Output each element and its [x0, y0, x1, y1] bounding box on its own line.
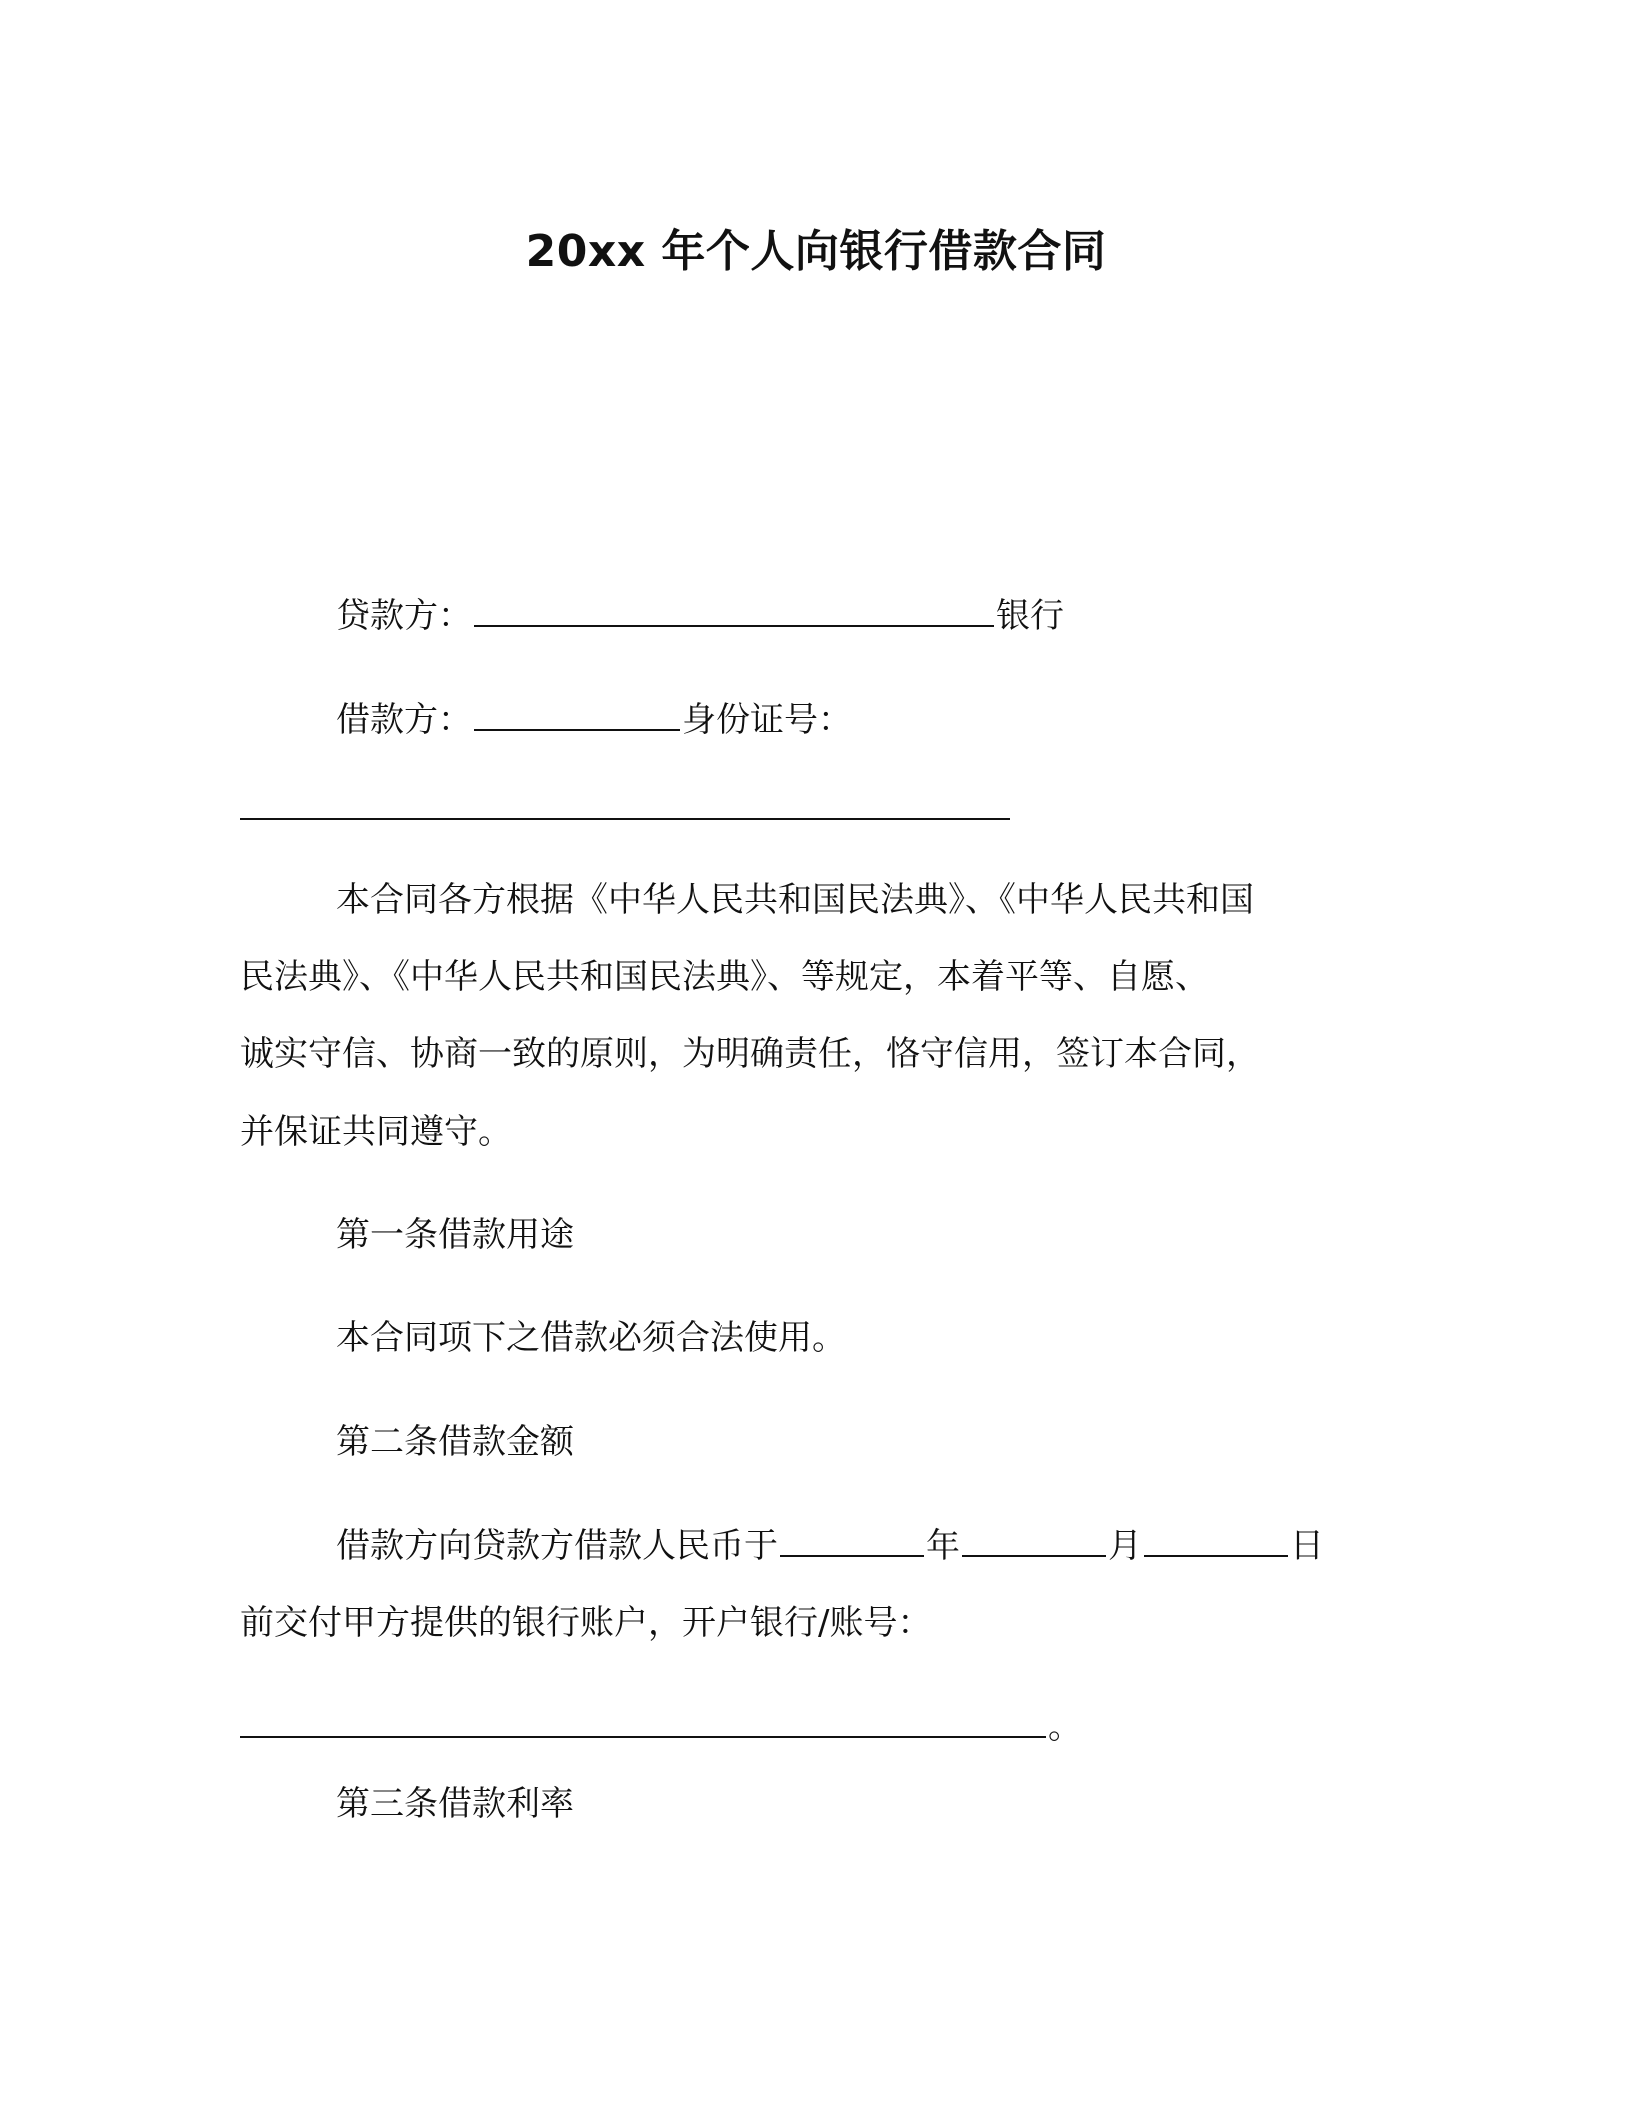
lender-line: [336, 591, 1064, 640]
month-label: 月: [1108, 1526, 1142, 1566]
preamble-line-3: 诚实守信、协商一致的原则，为明确责任，恪守信用，签订本合同，: [240, 1034, 1260, 1074]
account-end-mark: 。: [1048, 1707, 1082, 1747]
preamble-line-2: 民法典》、《中华人民共和国民法典》、等规定，本着平等、自愿、: [240, 957, 1209, 997]
borrower-id-label: 身份证号：: [682, 700, 852, 740]
day-label: 日: [1290, 1526, 1324, 1566]
article-3-heading: 第三条借款利率: [336, 1784, 574, 1824]
article-1-heading: 第一条借款用途: [336, 1215, 574, 1255]
preamble-line-4: 并保证共同遵守。: [240, 1112, 512, 1152]
year-blank: [780, 1521, 924, 1557]
lender-suffix: 银行: [996, 596, 1064, 636]
borrower-id-blank: [240, 818, 1010, 820]
month-blank: [962, 1521, 1106, 1557]
article-2-prefix: 借款方向贷款方借款人民币于: [336, 1526, 778, 1566]
article-1-body: 本合同项下之借款必须合法使用。: [336, 1318, 846, 1358]
article-2-date-line: [336, 1521, 1324, 1570]
account-blank-line: [240, 1702, 1082, 1751]
lender-label: 贷款方：: [336, 596, 472, 636]
document-title: 20xx 年个人向银行借款合同: [525, 226, 1107, 277]
preamble-line-1: 本合同各方根据《中华人民共和国民法典》、《中华人民共和国: [336, 880, 1254, 920]
year-label: 年: [926, 1526, 960, 1566]
borrower-line: [336, 695, 852, 744]
borrower-label: 借款方：: [336, 700, 472, 740]
article-2-heading: 第二条借款金额: [336, 1422, 574, 1462]
article-2-account-line: 前交付甲方提供的银行账户，开户银行/账号：: [240, 1603, 932, 1643]
account-number-blank: [240, 1702, 1046, 1738]
day-blank: [1144, 1521, 1288, 1557]
borrower-name-blank: [474, 695, 680, 731]
lender-name-blank: [474, 591, 994, 627]
